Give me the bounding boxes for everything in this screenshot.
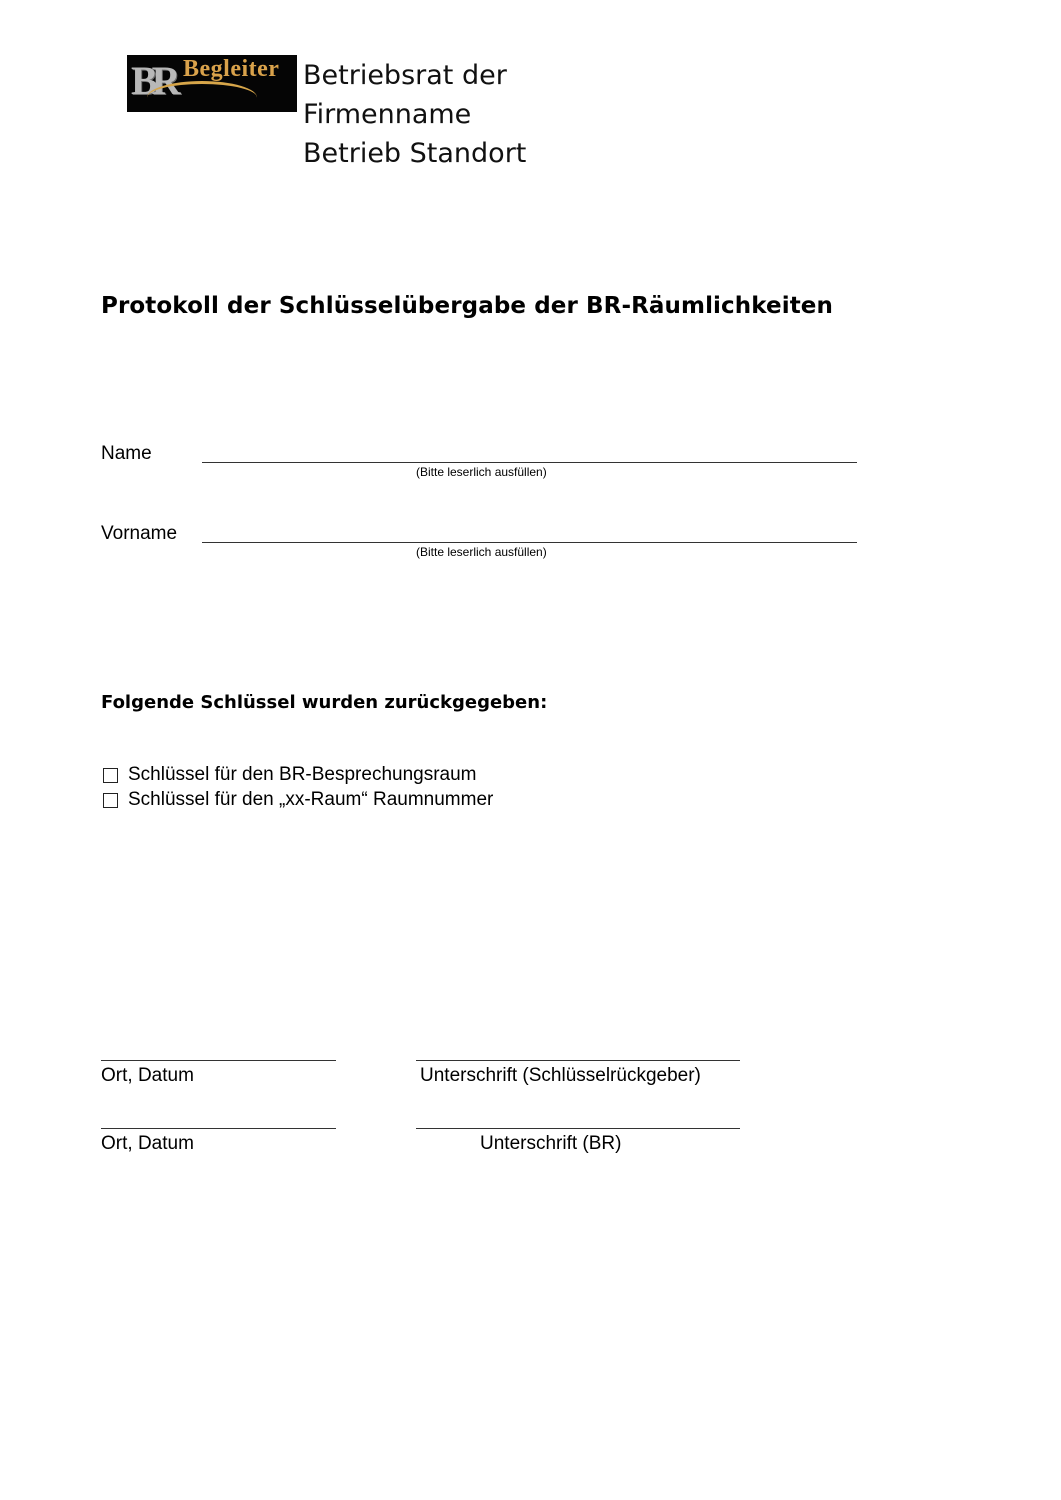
key-item-besprechungsraum[interactable] — [101, 764, 477, 786]
org-line-1: Betriebsrat der — [303, 60, 507, 91]
signature-label-br: Unterschrift (BR) — [480, 1133, 622, 1154]
checkbox-icon[interactable] — [103, 768, 118, 783]
vorname-field[interactable] — [202, 542, 857, 543]
logo-monogram: BR — [131, 58, 175, 103]
key-item-label: Schlüssel für den BR-Besprechungsraum — [128, 764, 477, 785]
key-item-xx-raum[interactable] — [101, 789, 493, 811]
vorname-label: Vorname — [101, 523, 178, 544]
signature-line-br[interactable] — [416, 1128, 740, 1129]
org-line-3: Betrieb Standort — [303, 138, 527, 169]
document-title: Protokoll der Schlüsselübergabe der BR-Räumlichkeiten — [101, 293, 833, 319]
br-begleiter-logo — [127, 55, 297, 112]
name-hint: (Bitte leserlich ausfüllen) — [416, 465, 547, 479]
vorname-hint: (Bitte leserlich ausfüllen) — [416, 545, 547, 559]
logo-swoosh — [147, 81, 257, 112]
name-label: Name — [101, 443, 152, 464]
org-line-2: Firmenname — [303, 99, 472, 130]
logo-wordmark: Begleiter — [183, 56, 280, 82]
keys-heading: Folgende Schlüssel wurden zurückgegeben: — [101, 692, 548, 713]
key-item-label: Schlüssel für den „xx-Raum“ Raumnummer — [128, 789, 494, 810]
place-date-label-1: Ort, Datum — [101, 1065, 194, 1086]
place-date-label-2: Ort, Datum — [101, 1133, 194, 1154]
organization-address — [303, 56, 526, 173]
place-date-line-2[interactable] — [101, 1128, 336, 1129]
signature-label-returner: Unterschrift (Schlüsselrückgeber) — [420, 1065, 701, 1086]
signature-line-returner[interactable] — [416, 1060, 740, 1061]
checkbox-icon[interactable] — [103, 793, 118, 808]
place-date-line-1[interactable] — [101, 1060, 336, 1061]
name-field[interactable] — [202, 462, 857, 463]
